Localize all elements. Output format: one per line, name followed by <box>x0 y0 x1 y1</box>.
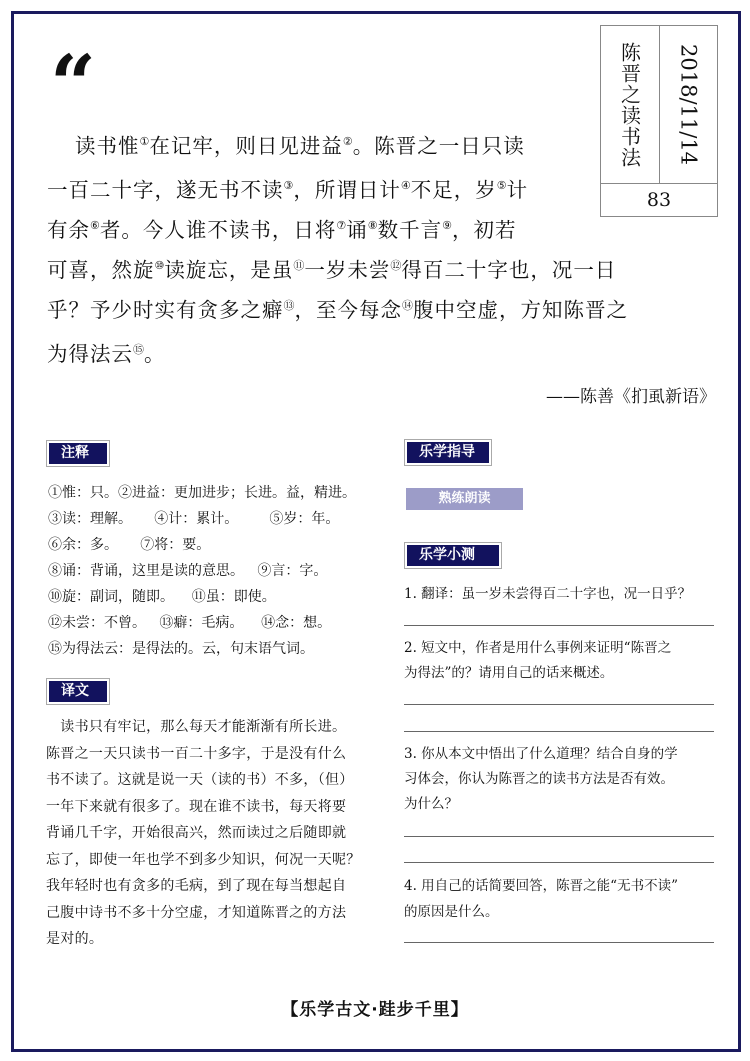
title-box <box>600 25 718 217</box>
answer-line[interactable] <box>404 862 714 863</box>
footnote-marker: ⑥ <box>90 219 100 232</box>
passage-text: 者。今人谁不读书，日将 <box>99 218 337 242</box>
footnote-marker: ⑤ <box>496 179 507 192</box>
quiz-question-line: 1. 翻译：虽一岁未尝得百二十字也，况一日乎？ <box>404 586 692 602</box>
passage-text: 数千言 <box>377 218 443 242</box>
article-title: 陈晋之读书法 <box>601 26 660 183</box>
passage-text: ，所谓日计 <box>293 178 401 202</box>
quiz-question-line: 为什么？ <box>404 796 458 812</box>
translation-line: 背诵几千字，开始很高兴，然而读过之后随即就 <box>46 825 347 841</box>
guide-item: 熟练朗读 <box>406 488 523 510</box>
passage-text: 计 <box>506 178 529 202</box>
translation-line: 忘了，即使一年也学不到多少知识，何况一天呢？ <box>46 851 361 868</box>
passage-text: 得百二十字也，况一日 <box>401 258 617 282</box>
translation-line: 读书只有牢记，那么每天才能渐渐有所长进。 <box>46 719 347 735</box>
passage-text: 诵 <box>346 218 368 242</box>
article-date: 2018/11/14 <box>676 43 701 166</box>
footnote-marker: ② <box>342 135 353 148</box>
answer-line[interactable] <box>404 704 714 705</box>
footnote-marker: ④ <box>400 179 411 192</box>
footnote-marker: ⑪ <box>293 259 305 272</box>
passage-line <box>75 128 525 160</box>
quiz-question-line: 习体会，你认为陈晋之的读书方法是否有效。 <box>404 771 674 787</box>
passage-text: 一百二十字，遂无书不读 <box>47 178 284 202</box>
passage-text: 。陈晋之一日只读 <box>352 134 525 158</box>
passage-text: 可喜，然旋 <box>47 258 155 282</box>
answer-line[interactable] <box>404 942 714 943</box>
translation-line: 陈晋之一天只读书一百二十多字，于是没有什么 <box>46 745 347 762</box>
guide-heading-label: 乐学指导 <box>407 442 489 463</box>
passage-text: 读书惟 <box>75 134 140 158</box>
quiz-question-line: 2. 短文中，作者是用什么事例来证明“陈晋之 <box>404 640 672 656</box>
note-line: ⑧诵：背诵，这里是读的意思。 ⑨言：字。 <box>48 563 328 579</box>
passage-text: 一岁未尝 <box>304 258 391 282</box>
quiz-question-line: 3. 你从本文中悟出了什么道理？结合自身的学 <box>404 746 678 762</box>
notes-heading <box>46 440 110 467</box>
translation-line: 书不读了。这就是说一天（读的书）不多，（但） <box>46 772 354 788</box>
answer-line[interactable] <box>404 625 714 626</box>
translation-heading <box>46 678 110 705</box>
passage-line <box>47 292 628 324</box>
passage-text: ，至今每念 <box>294 298 402 322</box>
note-line: ⑩旋：副词，随即。 ⑪虽：即使。 <box>48 589 276 605</box>
note-line: ③读：理解。 ④计：累计。 ⑤岁：年。 <box>48 511 340 527</box>
notes-heading-label: 注释 <box>49 443 107 464</box>
footnote-marker: ⑮ <box>133 343 144 356</box>
quiz-question-line: 的原因是什么。 <box>404 904 499 920</box>
footer-slogan: 【乐学古文·跬步千里】 <box>281 1000 469 1020</box>
passage-text: 有余 <box>47 218 90 242</box>
article-number: 83 <box>601 183 717 217</box>
quiz-question-line: 为得法”的？请用自己的话来概述。 <box>404 665 614 681</box>
footnote-marker: ⑨ <box>442 219 452 232</box>
answer-line[interactable] <box>404 836 714 837</box>
translation-line: 一年下来就有很多了。现在谁不读书，每天将要 <box>46 798 347 815</box>
footnote-marker: ⑬ <box>283 299 295 312</box>
passage-text: 读旋忘，是虽 <box>164 258 294 282</box>
passage-text: 在记牢，则日见进益 <box>149 134 343 158</box>
footnote-marker: ⑩ <box>154 259 165 272</box>
passage-text: 不足，岁 <box>410 178 497 202</box>
footnote-marker: ⑭ <box>402 299 413 312</box>
footnote-marker: ⑧ <box>367 219 378 232</box>
answer-line[interactable] <box>404 731 714 732</box>
footnote-marker: ① <box>139 135 150 148</box>
guide-heading <box>404 439 492 466</box>
passage-line <box>47 336 166 368</box>
passage-line <box>47 252 616 284</box>
translation-line: 己腹中诗书不多十分空虚，才知道陈晋之的方法 <box>46 904 347 921</box>
quiz-heading <box>404 542 502 569</box>
footnote-marker: ③ <box>283 179 294 192</box>
translation-line: 我年轻时也有贪多的毛病，到了现在每当想起自 <box>46 878 347 894</box>
note-line: ①惟：只。②进益：更加进步；长进。益，精进。 <box>48 485 356 501</box>
translation-heading-label: 译文 <box>49 681 107 702</box>
note-line: ⑥余：多。 ⑦将：要。 <box>48 537 211 553</box>
passage-text: 腹中空虚，方知陈晋之 <box>413 298 628 322</box>
footnote-marker: ⑫ <box>390 259 402 272</box>
translation-line: 是对的。 <box>46 931 104 947</box>
quiz-question-line: 4. 用自己的话简要回答，陈晋之能“无书不读” <box>404 878 678 894</box>
note-line: ⑫未尝：不曾。 ⑬癖：毛病。 ⑭念：想。 <box>48 615 332 631</box>
passage-line <box>47 172 528 204</box>
quiz-heading-label: 乐学小测 <box>407 545 499 566</box>
footnote-marker: ⑦ <box>336 219 347 232</box>
note-line: ⑮为得法云：是得法的。云，句末语气词。 <box>48 641 314 657</box>
passage-text: 为得法云 <box>47 342 133 366</box>
passage-text: 乎？予少时实有贪多之癖 <box>47 298 284 322</box>
quote-mark-icon: “ <box>50 37 91 131</box>
passage-line <box>47 212 517 244</box>
passage-text: 。 <box>144 342 166 366</box>
passage-source: ——陈善《扪虱新语》 <box>546 387 716 407</box>
passage-text: ，初若 <box>452 218 517 242</box>
